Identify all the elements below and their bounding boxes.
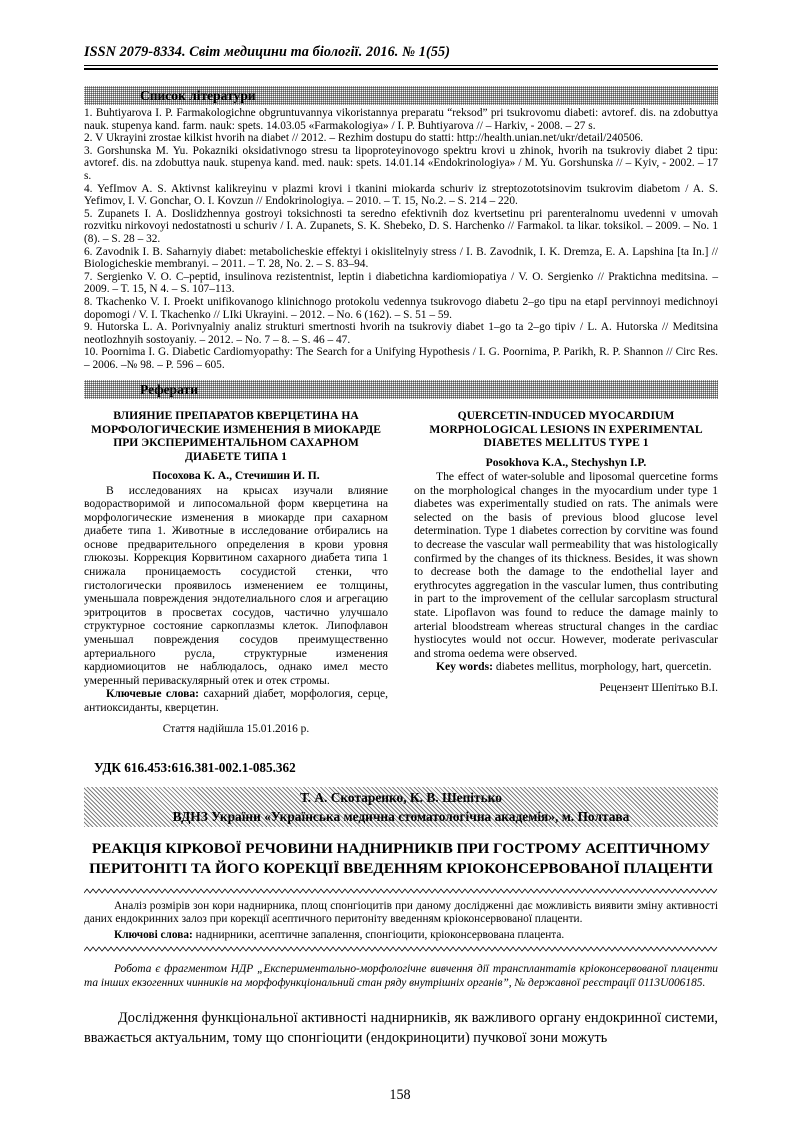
- abstract-footer-en: Рецензент Шепітько В.І.: [599, 682, 718, 694]
- literature-section-bar: [84, 86, 718, 105]
- running-head: ISSN 2079-8334. Світ медицини та біології. 2016. № 1(55): [84, 44, 451, 60]
- abstract-footer-ru: Стаття надійшла 15.01.2016 р.: [162, 722, 310, 735]
- article-keywords-ua: [84, 929, 718, 942]
- abstract-body-en: The effect of water-soluble and liposomal quercetine forms on the morphological changes in the myocardium under type 1 diabetes was experimentally studied on rats. The animals were selected on the basis of previous blood glucose level determination. Type 1 diabetes correction by corvitine was found to decrease the vascular wall permeability that was histologically confirmed by the changes of its thickness. Besides, it was shown to decrease both the damage to the endothelial layer and erythrocytes aggregation in the vascular lumen, thus contributing in part to the improvement of the cellular sarcoplasm structural state. Lipoflavon was found to reduce the damage mainly to arterial bloodstream whereas structural changes in the cardiac hystiocytes would not occur. However, moderate perivascular and stroma oedema were observed.: [414, 470, 718, 660]
- article-title: РЕАКЦІЯ КІРКОВОЇ РЕЧОВИНИ НАДНИРНИКІВ ПРИ ГОСТРОМУ АСЕПТИЧНОМУ ПЕРИТОНІТІ ТА ЙОГО КОРЕКЦІЇ ВВЕДЕННЯМ КРІОКОНСЕРВОВАНОЇ ПЛАЦЕНТИ: [89, 839, 713, 877]
- abstract-title-ru: ВЛИЯНИЕ ПРЕПАРАТОВ КВЕРЦЕТИНА НА МОРФОЛОГИЧЕСКИЕ ИЗМЕНЕНИЯ В МИОКАРДЕ ПРИ ЭКСПЕРИМЕНТАЛЬНОМ САХАРНОМ ДИАБЕТЕ ТИПА 1: [91, 409, 381, 463]
- article-first-paragraph: Дослідження функціональної активності наднирників, як важливого органу ендокринної системи, вважається актуальним, тому що спонгіоцити (ендокриноцити) пучкової зони можуть: [84, 1010, 718, 1046]
- list-item: 4. YefImov A. S. Aktivnst kalikreyinu v plazmi krovi i tkanini miokarda schuriv iz streptozototsinovim tsukrovim diabetom / A. S. Yefimov, I. V. Gonchar, O. I. Kovzun // Endokrinologiya. – 2010. – T. 15, No.2. – S. 214 – 220.: [84, 182, 718, 208]
- abstract-title-en: QUERCETIN-INDUCED MYOCARDIUM MORPHOLOGICAL LESIONS IN EXPERIMENTAL DIABETES MELLITUS TYPE 1: [429, 409, 703, 450]
- reference-list: [84, 107, 718, 371]
- literature-section-label: Список літератури: [140, 88, 256, 103]
- abstract-authors-ru: Посохова К. А., Стечишин И. П.: [152, 469, 320, 483]
- list-item: 8. Tkachenko V. I. Proekt unifikovanogo klinichnogo protokolu vedennya tsukrovogo diabetu 2–go tipu na etapI pervinnoyi medichnoyi dopomogi / V. I. Tkachenko // LIki Ukrayini. – 2012. – No. 6 (162). – S. 51 – 59.: [84, 295, 718, 321]
- wavy-divider-bottom: [84, 946, 718, 953]
- abstract-column-ru: [84, 409, 388, 735]
- abstract-body-ru: В исследованиях на крысах изучали влияние водорастворимой и липосомальной форм кверцетина на морфологические изменения в миокарде при сахарном диабете типа 1. Животные в исследование отбирались на основе предварительного определения в крови уровня глюкозы. Коррекция Корвитином сахарного диабета типа 1 снижала проницаемость сосудистой стенки, что гистологически проявилось изменением ее толщины, уменьшала повреждения эндотелиального слоя и агрегацию эритроцитов в просветах сосудов, частично улучшало структурное состояние саркоплазмы клеток. Липофлавон уменьшал повреждения сосудов преимущественно артериального русла, структурные изменения кардиомиоцитов не наблюдалось, однако имел место умеренный периваскулярный отек и отек стромы.: [84, 483, 388, 687]
- abstracts-section-bar: [84, 380, 718, 399]
- abstract-keywords-value-en: diabetes mellitus, morphology, hart, quercetin.: [495, 660, 712, 674]
- list-item: 7. Sergienko V. O. C–peptid, insulinova rezistentnist, leptin i diabetichna kardiomiopatiya / V. O. Sergienko // Praktichna meditsina. – 2009. – T. 15, N 4. – S. 107–113.: [84, 270, 718, 296]
- abstract-columns: [84, 409, 718, 735]
- abstract-keywords-en: [414, 660, 718, 674]
- header-rule: [84, 65, 718, 70]
- wavy-divider-top: [84, 888, 718, 895]
- list-item: 10. Poornima I. G. Diabetic Cardiomyopathy: The Search for a Unifying Hypothesis / I. G. Poornima, P. Parikh, R. P. Shannon // Circ Res. – 2006. –№ 98. – P. 596 – 605.: [84, 346, 718, 371]
- article-keywords-label-ua: Ключові слова:: [114, 929, 193, 941]
- article-affiliation: ВДНЗ України «Українська медична стоматологічна академія», м. Полтава: [172, 808, 630, 824]
- abstract-keywords-label-ru: Ключевые слова:: [106, 687, 199, 701]
- list-item: 1. Buhtiyarova I. P. Farmakologichne obgruntuvannya vikoristannya preparatu “reksod” pri tsukrovomu diabeti: avtoref. dis. na zdobuttya nauk. stupenya kand. farm. nauk: spets. 14.03.05 «Farmakologiya» / I. P. Buhtiyarova // – Harkiv, - 2008. – 27 s.: [84, 107, 718, 132]
- abstract-authors-en: Posokhova K.A., Stechyshyn I.P.: [485, 455, 647, 469]
- article-authors-bar: [84, 787, 718, 827]
- list-item: 6. Zavodnik I. B. Saharnyiy diabet: metabolicheskie effektyi i okislitelnyiy stress / I. B. Zavodnik, I. K. Dremza, E. A. Lapshina [ta In.] // Biologicheskie membranyi. – 2011. – T. 28, No. 2. – S. 83–94.: [84, 245, 718, 271]
- article-abstract-ua: Аналіз розмірів зон кори наднирника, площ спонгіоцитів при даному дослідженні дає можливість виявити зміну активності даних ендокринних залоз при корекції асептичного перитоніту введенням кріоконсервованої плаценти.: [84, 899, 718, 925]
- article-keywords-value-ua: наднирники, асептичне запалення, спонгіоцити, кріоконсервована плацента.: [195, 929, 565, 941]
- list-item: 3. Gorshunska M. Yu. Pokazniki oksidativnogo stresu ta lipoproteyinovogo spektru krovi u zhinok, hvorih na tsukroviy diabet 2 tipu: avtoref. dis. na zdobuttya nauk. stupenya kand. med. nauk: spets. 14.01.14 «Endokrinologiya» / M. Yu. Gorshunska // – Kyiv, - 2002. – 17 s.: [84, 144, 718, 182]
- abstract-keywords-ru: [84, 687, 388, 714]
- abstracts-section-label: Реферати: [140, 382, 198, 398]
- udc-code: УДК 616.453:616.381-002.1-085.362: [94, 759, 296, 775]
- abstract-keywords-label-en: Key words:: [436, 660, 493, 674]
- list-item: 2. V Ukrayini zrostae kilkist hvorih na diabet // 2012. – Rezhim dostupu do statti: http://health.unian.net/ukr/detail/240506.: [84, 132, 644, 145]
- page-number: 158: [389, 1087, 411, 1103]
- list-item: 5. Zupanets I. A. Doslidzhennya gostroyi toksichnosti ta seredno efektivnih doz kvertsetinu pri parenteralnomu uvedenni v umovah rozvitku nirkovoyi nedostatnosti u schuriv / I. A. Zupanets, S. K. Shebeko, D. S. Harchenko // Farmakol. ta likar. toksikol. – 2009. – No. 1 (8). – S. 28 – 32.: [84, 207, 718, 245]
- article-authors: Т. А. Скотаренко, К. В. Шепітько: [300, 789, 502, 805]
- list-item: 9. Hutorska L. A. Porivnyalniy analiz strukturi smertnosti hvorih na tsukroviy diabet 1–go ta 2–go tipiv / L. A. Hutorska // Meditsina neotlozhnyih sostoyaniy. – 2012. – No. 7 – 8. – S. 46 – 47.: [84, 321, 718, 346]
- grant-note: Робота є фрагментом НДР „Експериментально-морфологічне вивчення дії трансплантатів кріоконсервованої плаценти та інших екзогенних чинників на морфофункціональний стан ряду внутрішніх органів”, № державної реєстрації 0113U006185.: [84, 963, 718, 989]
- abstract-column-en: [414, 409, 718, 735]
- abstract-keywords-value-ru: сахарний діабет, морфология, серце, антиоксиданты, кверцетин.: [84, 687, 389, 714]
